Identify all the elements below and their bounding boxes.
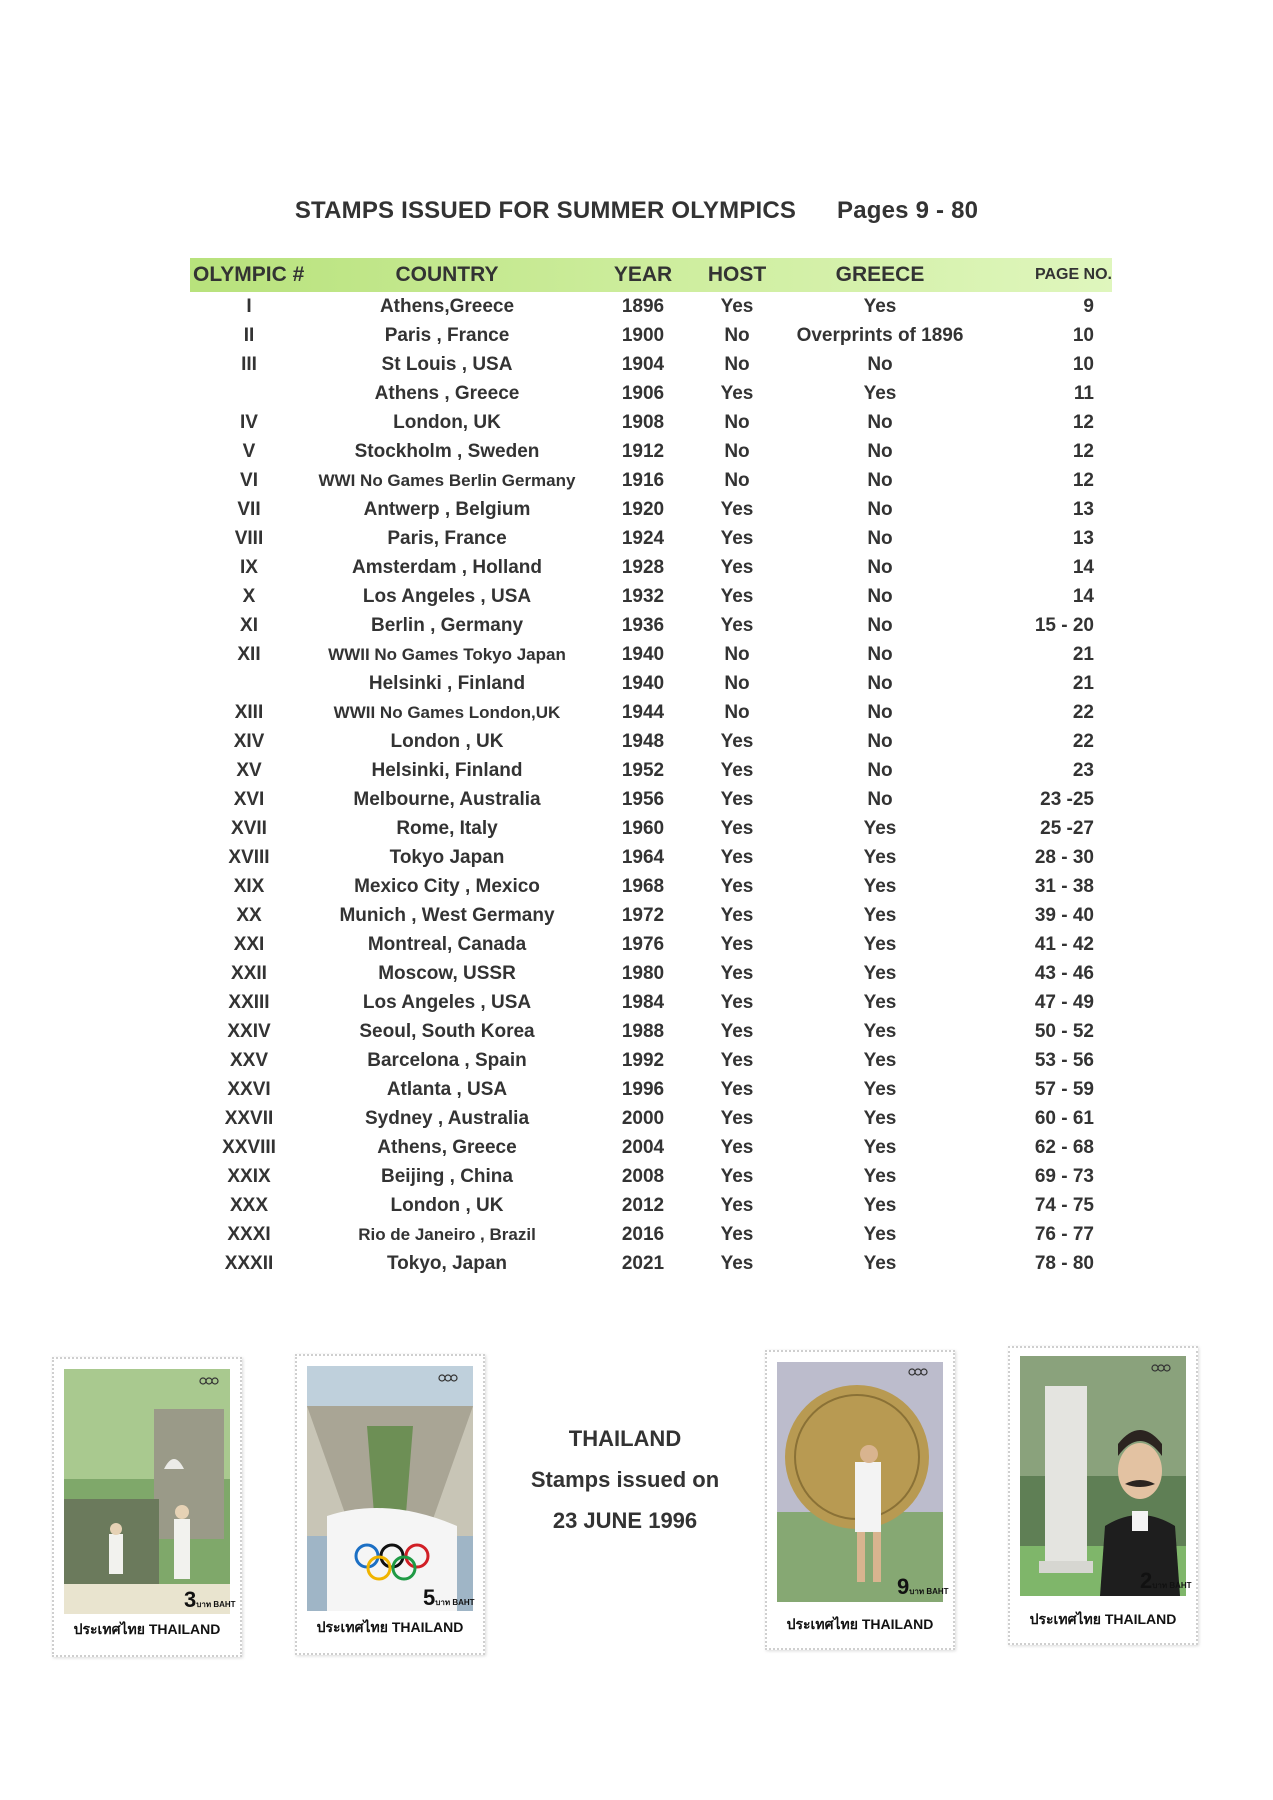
host-cell: Yes [720,1078,754,1100]
host-cell: Yes [720,991,754,1013]
host-cell: Yes [720,1107,754,1129]
header-olympic-number: OLYMPIC # [193,263,305,286]
greece-cell: Yes [863,1194,897,1216]
table-row [190,872,1112,901]
country-cell: Barcelona , Spain [367,1049,527,1071]
table-row [190,1220,1112,1249]
year-cell: 1940 [621,672,665,694]
year-cell: 1956 [621,788,665,810]
year-cell: 1936 [621,614,665,636]
page-cell: 10 [1072,353,1094,375]
table-row [190,611,1112,640]
host-cell: No [724,672,750,694]
country-cell: Helsinki, Finland [371,759,523,781]
olympic-number-cell: V [242,440,256,462]
host-cell: Yes [720,498,754,520]
greece-cell: Yes [863,1049,897,1071]
olympic-number-cell: XXXII [224,1252,274,1274]
table-row [190,1046,1112,1075]
greece-cell: No [867,730,893,752]
table-row [190,756,1112,785]
country-cell: Paris, France [387,527,507,549]
country-cell: Montreal, Canada [367,933,527,955]
country-cell: WWI No Games Berlin Germany [318,470,576,490]
page-cell: 12 [1072,440,1094,462]
greece-cell: Yes [863,382,897,404]
page-cell: 14 [1072,556,1094,578]
olympic-number-cell: XXIX [227,1165,271,1187]
table-row [190,698,1112,727]
country-cell: London, UK [393,411,501,433]
page-cell: 13 [1072,527,1094,549]
country-cell: Athens, Greece [377,1136,517,1158]
greece-cell: No [867,498,893,520]
stamp-coubertin-memorial [1008,1346,1198,1645]
stamp-2-country: ประเทศไทย THAILAND [316,1619,464,1635]
table-row [190,1249,1112,1278]
table-row [190,988,1112,1017]
table-row [190,901,1112,930]
country-cell: Tokyo Japan [389,846,505,868]
host-cell: Yes [720,1223,754,1245]
year-cell: 1992 [621,1049,665,1071]
country-cell: Paris , France [384,324,510,346]
table-row [190,321,1112,350]
page-cell: 50 - 52 [1034,1020,1094,1042]
year-cell: 1980 [621,962,665,984]
greece-cell: Yes [863,1136,897,1158]
country-cell: St Louis , USA [381,353,513,375]
country-cell: Munich , West Germany [339,904,555,926]
stamp-1-value: 3บาท BAHT [184,1587,236,1612]
country-cell: Athens , Greece [374,382,520,404]
table-row [190,495,1112,524]
page-cell: 10 [1072,324,1094,346]
greece-cell: No [867,440,893,462]
table-row [190,1133,1112,1162]
page-cell: 62 - 68 [1034,1136,1094,1158]
header-year: YEAR [613,263,673,286]
olympic-number-cell: XVI [233,788,265,810]
table-row [190,1017,1112,1046]
greece-cell: Yes [863,904,897,926]
olympic-number-cell: II [243,324,255,346]
caption-date: 23 JUNE 1996 [552,1508,698,1533]
country-cell: London , UK [390,730,504,752]
year-cell: 1952 [621,759,665,781]
country-cell: Beijing , China [381,1165,513,1187]
host-cell: No [724,643,750,665]
year-cell: 1908 [621,411,665,433]
host-cell: Yes [720,1165,754,1187]
greece-cell: Yes [863,1020,897,1042]
title-main: STAMPS ISSUED FOR SUMMER OLYMPICS [294,197,797,224]
olympic-number-cell: XXVI [227,1078,271,1100]
table-row [190,437,1112,466]
year-cell: 1948 [621,730,665,752]
olympic-number-cell: XXXI [227,1223,271,1245]
country-cell: Antwerp , Belgium [363,498,531,520]
table-row [190,640,1112,669]
table-row [190,408,1112,437]
host-cell: Yes [720,295,754,317]
year-cell: 1928 [621,556,665,578]
table-row [190,553,1112,582]
host-cell: Yes [720,730,754,752]
olympic-number-cell: XVII [231,817,267,839]
greece-cell: No [867,527,893,549]
olympic-number-cell: XVIII [228,846,270,868]
page-cell: 22 [1072,730,1094,752]
year-cell: 1912 [621,440,665,462]
country-cell: Los Angeles , USA [362,991,532,1013]
greece-cell: Yes [863,991,897,1013]
table-row [190,379,1112,408]
greece-cell: Yes [863,817,897,839]
coubertin-memorial-illustration [1020,1356,1186,1596]
host-cell: Yes [720,1049,754,1071]
greece-cell: No [867,585,893,607]
table-header [190,258,1112,292]
country-cell: Helsinki , Finland [368,672,526,694]
olympic-number-cell: IV [240,411,258,433]
stamp-2-value: 5บาท BAHT [423,1585,475,1610]
year-cell: 1968 [621,875,665,897]
table-row [190,669,1112,698]
country-cell: Sydney , Australia [364,1107,530,1129]
country-cell: Moscow, USSR [378,962,516,984]
table-row [190,727,1112,756]
greece-cell: Yes [863,875,897,897]
year-cell: 2016 [621,1223,665,1245]
table-row [190,1075,1112,1104]
greece-cell: No [867,353,893,375]
host-cell: No [724,440,750,462]
greece-cell: Yes [863,1078,897,1100]
host-cell: Yes [720,382,754,404]
title-pages: Pages 9 - 80 [837,197,979,224]
page-cell: 57 - 59 [1034,1078,1094,1100]
host-cell: Yes [720,933,754,955]
greece-cell: Yes [863,1223,897,1245]
olympic-number-cell: X [242,585,256,607]
greece-cell: Yes [863,295,897,317]
country-cell: Rome, Italy [396,817,498,839]
year-cell: 1972 [621,904,665,926]
host-cell: Yes [720,759,754,781]
table-row [190,1191,1112,1220]
year-cell: 1976 [621,933,665,955]
year-cell: 1988 [621,1020,665,1042]
page-cell: 21 [1072,672,1094,694]
host-cell: No [724,411,750,433]
olympic-number-cell: XXI [233,933,265,955]
torch-lighting-illustration [64,1369,230,1614]
olympic-number-cell: IX [240,556,258,578]
greece-cell: No [867,701,893,723]
greece-cell: No [867,614,893,636]
page-cell: 12 [1072,469,1094,491]
greece-cell: No [867,469,893,491]
page-cell: 43 - 46 [1034,962,1094,984]
year-cell: 1964 [621,846,665,868]
header-host: HOST [707,263,767,286]
olympic-number-cell: XI [240,614,258,636]
year-cell: 1996 [621,1078,665,1100]
year-cell: 1944 [621,701,665,723]
year-cell: 1984 [621,991,665,1013]
year-cell: 1920 [621,498,665,520]
host-cell: Yes [720,585,754,607]
host-cell: No [724,353,750,375]
table-row [190,292,1112,321]
host-cell: Yes [720,556,754,578]
olympic-number-cell: XX [236,904,262,926]
stamp-1-country: ประเทศไทย THAILAND [73,1621,221,1637]
page-cell: 53 - 56 [1034,1049,1094,1071]
stamp-stadium-flag [295,1354,485,1655]
greece-cell: No [867,672,893,694]
page-cell: 9 [1083,295,1094,317]
country-cell: Rio de Janeiro , Brazil [358,1224,536,1244]
olympic-number-cell: XV [236,759,262,781]
olympic-number-cell: I [246,295,252,317]
olympic-number-cell: XIX [233,875,265,897]
stamp-discus-thrower [765,1350,955,1650]
year-cell: 1900 [621,324,665,346]
table-row [190,785,1112,814]
year-cell: 2021 [621,1252,665,1274]
country-cell: Tokyo, Japan [386,1252,507,1274]
discus-thrower-illustration [777,1362,943,1602]
header-page-no: PAGE NO. [1034,266,1112,283]
table-row [190,466,1112,495]
host-cell: Yes [720,846,754,868]
host-cell: No [724,324,750,346]
country-cell: Athens,Greece [379,295,515,317]
olympic-number-cell: XXIII [228,991,270,1013]
page-cell: 11 [1073,382,1094,404]
page-title [0,197,1273,225]
host-cell: Yes [720,788,754,810]
olympic-number-cell: III [241,353,257,375]
host-cell: Yes [720,962,754,984]
page-cell: 23 [1072,759,1094,781]
country-cell: WWII No Games London,UK [333,702,561,722]
page-cell: 74 - 75 [1034,1194,1094,1216]
greece-cell: No [867,759,893,781]
host-cell: Yes [720,817,754,839]
olympic-number-cell: XXII [231,962,267,984]
caption-country: THAILAND [568,1426,682,1451]
greece-cell: Yes [863,1165,897,1187]
host-cell: Yes [720,1136,754,1158]
country-cell: Amsterdam , Holland [351,556,543,578]
table-row [190,350,1112,379]
greece-cell: Yes [863,1252,897,1274]
country-cell: Melbourne, Australia [353,788,541,810]
page-cell: 21 [1072,643,1094,665]
greece-cell: No [867,788,893,810]
olympic-number-cell: XIV [233,730,265,752]
page-cell: 12 [1072,411,1094,433]
year-cell: 2012 [621,1194,665,1216]
host-cell: Yes [720,1252,754,1274]
olympics-table [190,258,1112,1278]
year-cell: 2004 [621,1136,665,1158]
greece-cell: Yes [863,962,897,984]
table-row [190,1104,1112,1133]
host-cell: Yes [720,614,754,636]
page-cell: 76 - 77 [1034,1223,1094,1245]
olympic-number-cell: VIII [234,527,264,549]
stamp-torch-lighting [52,1357,242,1657]
olympic-number-cell: XXVII [224,1107,274,1129]
table-row [190,959,1112,988]
greece-cell: Overprints of 1896 [796,324,964,346]
country-cell: Seoul, South Korea [359,1020,535,1042]
host-cell: Yes [720,527,754,549]
olympic-number-cell: VII [237,498,261,520]
year-cell: 1904 [621,353,665,375]
year-cell: 2000 [621,1107,665,1129]
page-cell: 28 - 30 [1034,846,1094,868]
country-cell: London , UK [390,1194,504,1216]
host-cell: Yes [720,904,754,926]
stamp-3-value: 9บาท BAHT [897,1574,949,1599]
host-cell: No [724,469,750,491]
page-cell: 14 [1072,585,1094,607]
greece-cell: No [867,643,893,665]
stadium-flag-illustration [307,1366,473,1611]
page-cell: 47 - 49 [1034,991,1094,1013]
stamp-3-country: ประเทศไทย THAILAND [786,1616,934,1632]
table-row [190,814,1112,843]
greece-cell: Yes [863,846,897,868]
olympic-number-cell: XXX [229,1194,269,1216]
olympic-number-cell: XXIV [227,1020,271,1042]
page-cell: 23 -25 [1040,788,1094,810]
host-cell: No [724,701,750,723]
page-cell: 13 [1072,498,1094,520]
country-cell: Stockholm , Sweden [354,440,540,462]
page-cell: 31 - 38 [1034,875,1094,897]
greece-cell: Yes [863,1107,897,1129]
greece-cell: No [867,556,893,578]
olympic-number-cell: XXVIII [222,1136,276,1158]
country-cell: Atlanta , USA [386,1078,508,1100]
country-cell: Los Angeles , USA [362,585,532,607]
page-cell: 41 - 42 [1034,933,1094,955]
table-row [190,1162,1112,1191]
table-row [190,582,1112,611]
page-cell: 69 - 73 [1034,1165,1094,1187]
year-cell: 1932 [621,585,665,607]
page-cell: 39 - 40 [1034,904,1094,926]
year-cell: 2008 [621,1165,665,1187]
greece-cell: Yes [863,933,897,955]
host-cell: Yes [720,875,754,897]
page-cell: 78 - 80 [1034,1252,1094,1274]
header-country: COUNTRY [395,263,499,286]
table-row [190,524,1112,553]
year-cell: 1924 [621,527,665,549]
country-cell: Berlin , Germany [370,614,524,636]
page-cell: 22 [1072,701,1094,723]
olympic-number-cell: XIII [234,701,264,723]
country-cell: Mexico City , Mexico [354,875,540,897]
olympic-number-cell: XXV [229,1049,269,1071]
stamp-caption [494,1418,756,1541]
year-cell: 1906 [621,382,665,404]
olympic-number-cell: XII [237,643,261,665]
greece-cell: No [867,411,893,433]
year-cell: 1960 [621,817,665,839]
year-cell: 1916 [621,469,665,491]
host-cell: Yes [720,1020,754,1042]
page-cell: 15 - 20 [1034,614,1094,636]
page-cell: 60 - 61 [1034,1107,1094,1129]
olympic-number-cell: VI [240,469,258,491]
table-body [190,292,1112,1278]
stamp-4-country: ประเทศไทย THAILAND [1029,1611,1177,1627]
year-cell: 1896 [621,295,665,317]
country-cell: WWII No Games Tokyo Japan [328,644,566,664]
host-cell: Yes [720,1194,754,1216]
page-cell: 25 -27 [1040,817,1094,839]
header-greece: GREECE [835,263,925,286]
stamp-4-value: 2บาท BAHT [1140,1568,1192,1593]
table-row [190,843,1112,872]
caption-issued: Stamps issued on [530,1467,720,1492]
table-row [190,930,1112,959]
year-cell: 1940 [621,643,665,665]
